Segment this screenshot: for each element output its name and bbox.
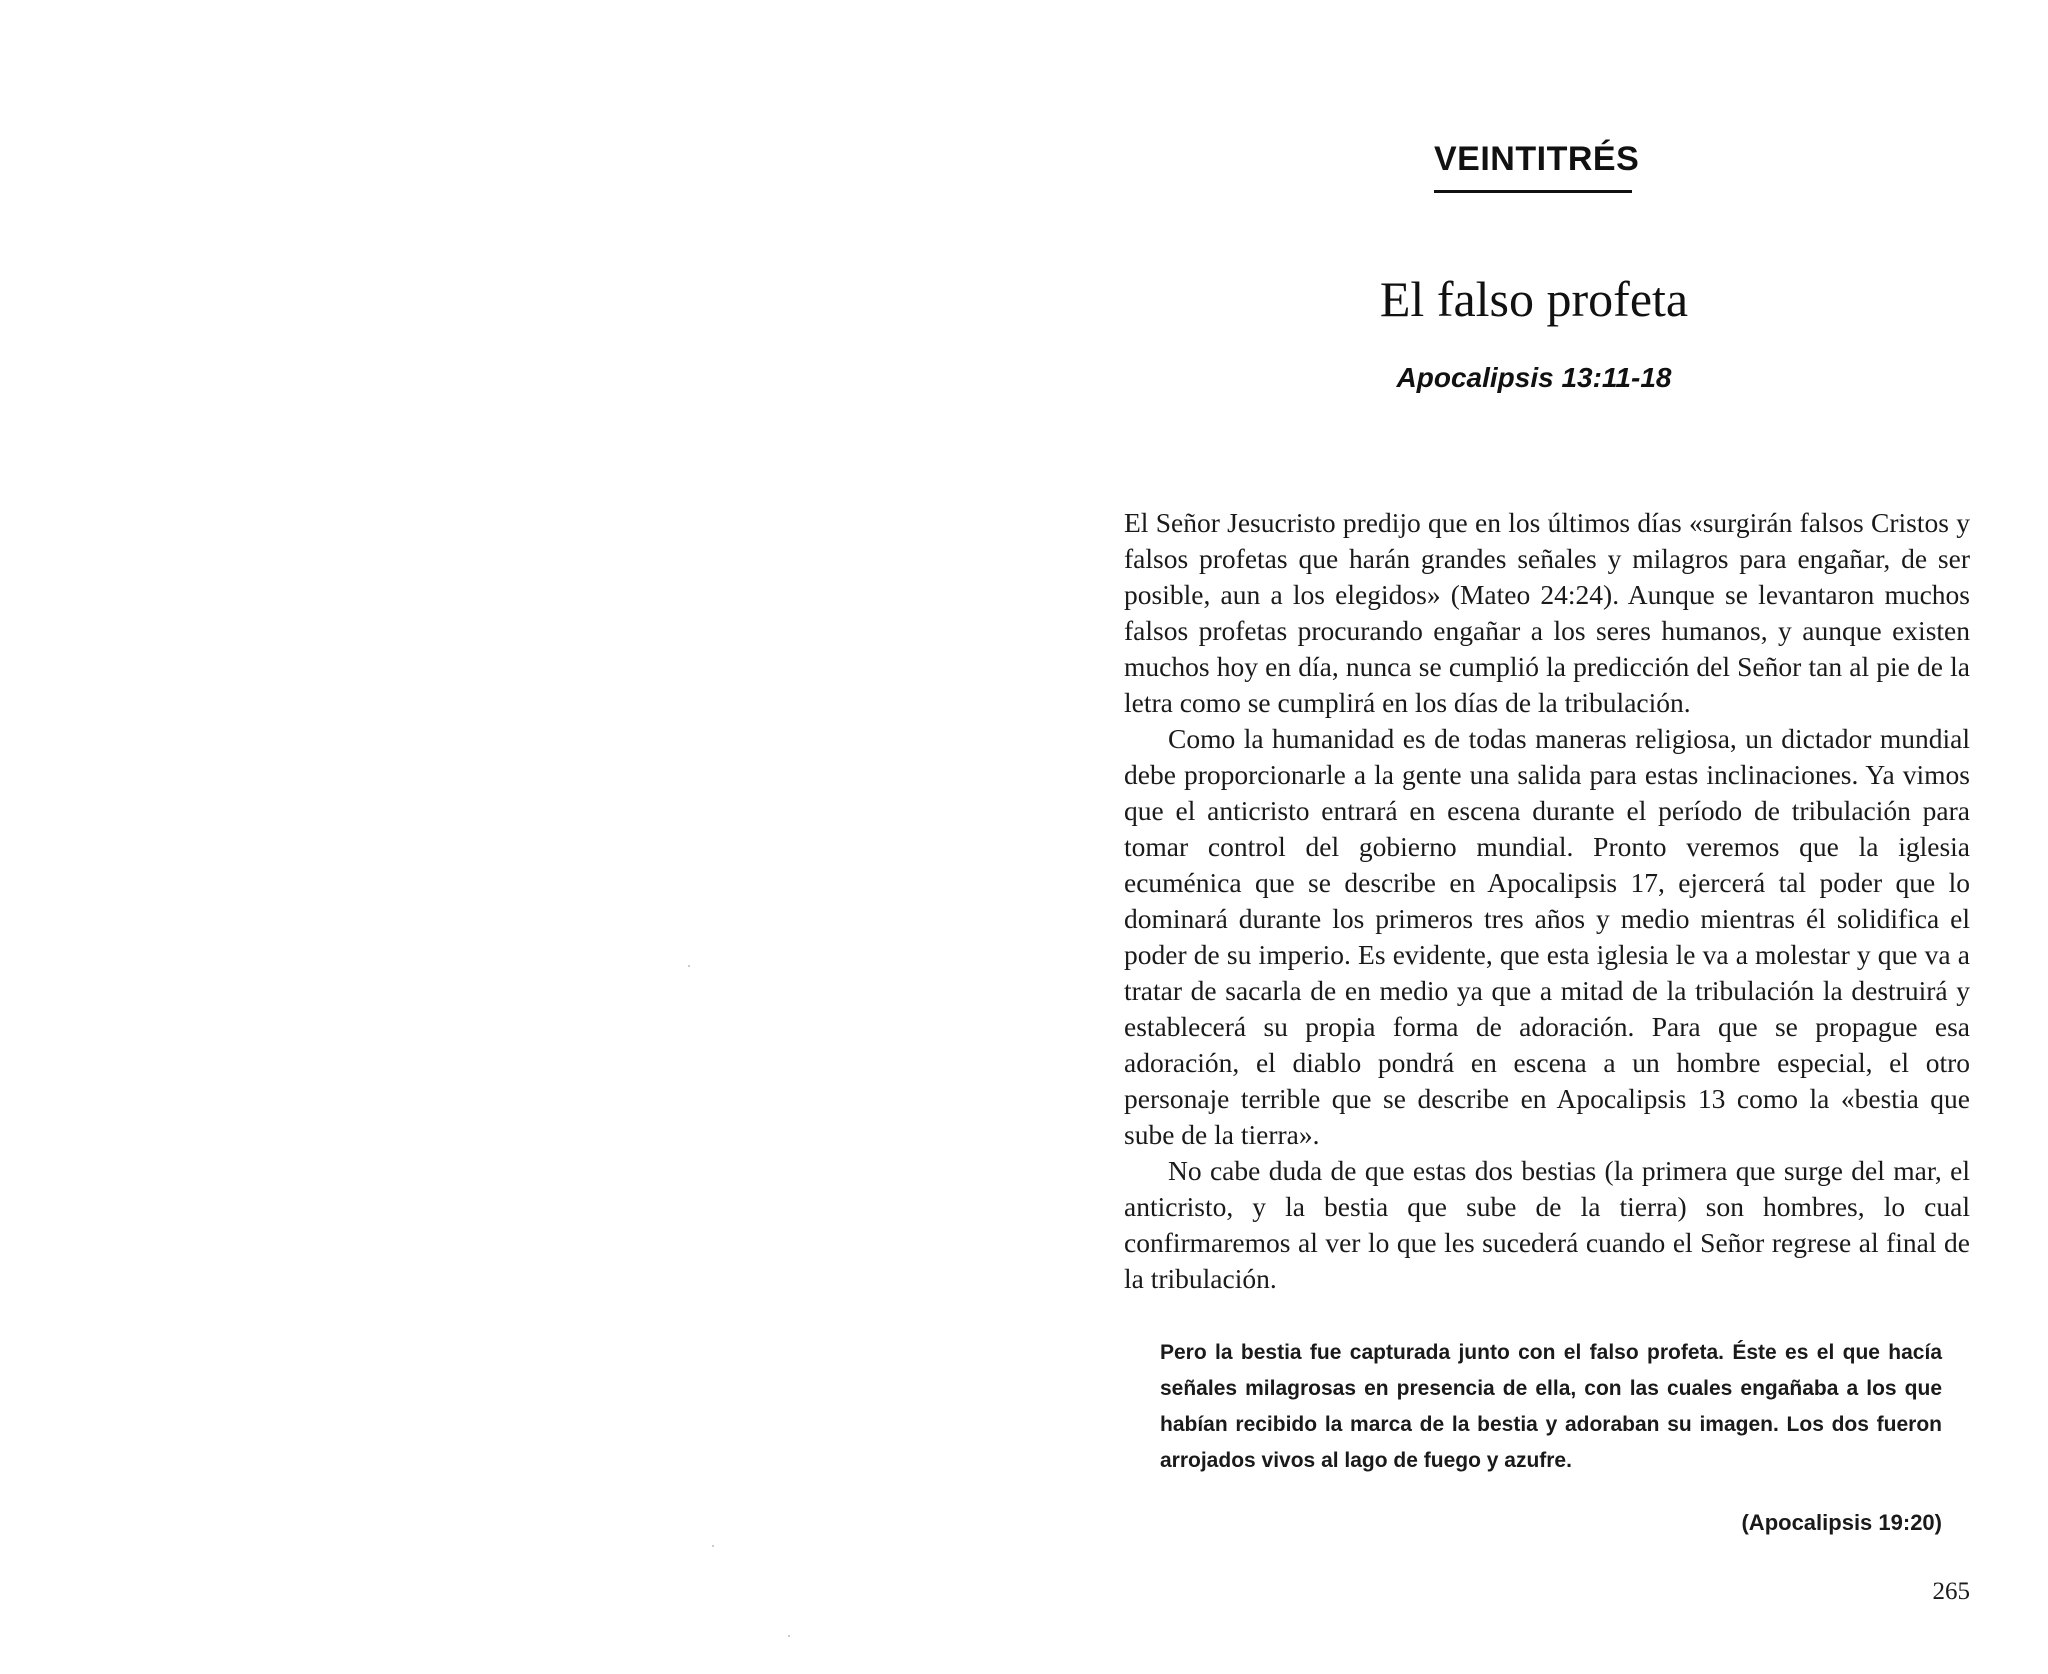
body-text <box>1124 505 1970 1297</box>
chapter-title: El falso profeta <box>1379 271 1689 327</box>
chapter-rule <box>1434 190 1632 193</box>
paragraph: El Señor Jesucristo predijo que en los últimos días «surgirán falsos Cristos y falsos profetas que harán grandes señales y milagros para engañar, de ser posible, aun a los elegidos» (Mateo 24:24). Aunque se levantaron muchos falsos profetas procurando engañar a los seres humanos, y aunque existen muchos hoy en día, nunca se cumplió la predicción del Señor tan al pie de la letra como se cumplirá en los días de la tribulación. <box>1124 507 1970 718</box>
paragraph: No cabe duda de que estas dos bestias (la primera que surge del mar, el anticristo, y la bestia que sube de la tierra) son hombres, lo cual confirmaremos al ver lo que les sucederá cuando el Señor regrese al final de la tribulación. <box>1124 1155 1970 1294</box>
scan-speck <box>712 1545 714 1547</box>
quote-source: (Apocalipsis 19:20) <box>1741 1510 1942 1535</box>
block-quote: Pero la bestia fue capturada junto con el falso profeta. Éste es el que hacía señales milagrosas en presencia de ella, con las cuales engañaba a los que habían recibido la marca de la bestia y adoraban su imagen. Los dos fueron arrojados vivos al lago de fuego y azufre. <box>1160 1341 1942 1472</box>
scan-speck <box>688 965 690 967</box>
right-page <box>1024 0 2048 1674</box>
scan-speck <box>788 1635 790 1637</box>
chapter-reference: Apocalipsis 13:11-18 <box>1396 362 1672 393</box>
chapter-number: VEINTITRÉS <box>1434 140 1640 178</box>
page-number: 265 <box>1932 1578 1970 1605</box>
paragraph: Como la humanidad es de todas maneras religiosa, un dictador mundial debe proporcionarle a la gente una salida para estas inclinaciones. Ya vimos que el anticristo entrará en escena durante el período de tribulación para tomar control del gobierno mundial. Pronto veremos que la iglesia ecuménica que se describe en Apocalipsis 17, ejercerá tal poder que lo dominará durante los primeros tres años y medio mientras él solidifica el poder de su imperio. Es evidente, que esta iglesia le va a molestar y que va a tratar de sacarla de en medio ya que a mitad de la tribulación la destruirá y establecerá su propia forma de adoración. Para que se propague esa adoración, el diablo pondrá en escena a un hombre especial, el otro personaje terrible que se describe en Apocalipsis 13 como la «bestia que sube de la tierra». <box>1124 723 1970 1150</box>
